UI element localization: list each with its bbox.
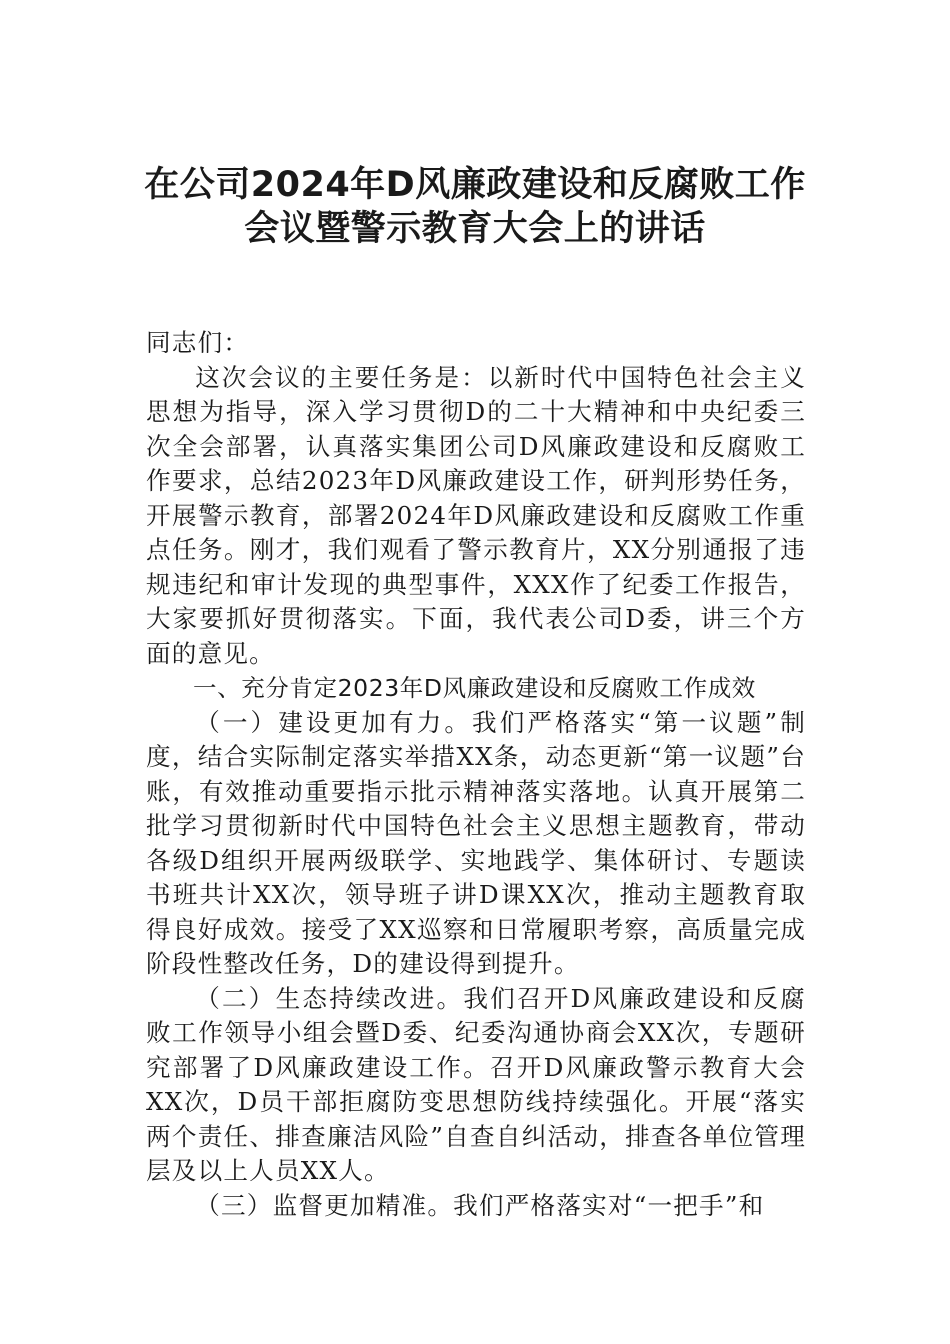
paragraph-item-3 — [146, 1189, 806, 1224]
intro-paragraph: 这次会议的主要任务是：以新时代中国特色社会主义思想为指导，深入学习贯彻D的二十大精神和中央纪委三次全会部署，认真落实集团公司D风廉政建设和反腐败工作要求，总结2023年D风廉政建设工作，研判形势任务，开展警示教育，部署2024年D风廉政建设和反腐败工作重点任务。刚才，我们观看了警示教育片，XX分别通报了违规违纪和审计发现的典型事件，XXX作了纪委工作报告，大家要抓好贯彻落实。下面，我代表公司D委，讲三个方面的意见。 — [146, 362, 806, 668]
section-heading-1: 一、充分肯定2023年D风廉政建设和反腐败工作成效 — [193, 674, 756, 702]
item-1-lead: （一）建设更加有力。 — [195, 707, 473, 737]
item-3-body: 我们严格落实对“一把手”和 — [453, 1190, 765, 1220]
item-3-lead: （三）监督更加精准。 — [195, 1190, 454, 1220]
item-2-lead: （二）生态持续改进。 — [195, 983, 464, 1013]
document-title-line-2: 会议暨警示教育大会上的讲话 — [244, 209, 706, 249]
item-2-body: 我们召开D风廉政建设和反腐败工作领导小组会暨D委、纪委沟通协商会XX次，专题研究部署了D风廉政建设工作。召开D风廉政警示教育大会XX次，D员干部拒腐防变思想防线持续强化。开展“落实两个责任、排查廉洁风险”自查自纠活动，排查各单位管理层及以上人员XX人。 — [146, 983, 806, 1185]
document-body — [146, 326, 806, 1223]
paragraph-item-1 — [146, 706, 806, 982]
document-title-line-1: 在公司2024年D风廉政建设和反腐败工作 — [144, 165, 806, 205]
paragraph-item-2 — [146, 982, 806, 1189]
salutation: 同志们： — [146, 328, 250, 357]
item-1-body: 我们严格落实“第一议题”制度，结合实际制定落实举措XX条，动态更新“第一议题”台账，有效推动重要指示批示精神落实落地。认真开展第二批学习贯彻新时代中国特色社会主义思想主题教育，带动各级D组织开展两级联学、实地践学、集体研讨、专题读书班共计XX次，领导班子讲D课XX次，推动主题教育取得良好成效。接受了XX巡察和日常履职考察，高质量完成阶段性整改任务，D的建设得到提升。 — [146, 707, 806, 978]
